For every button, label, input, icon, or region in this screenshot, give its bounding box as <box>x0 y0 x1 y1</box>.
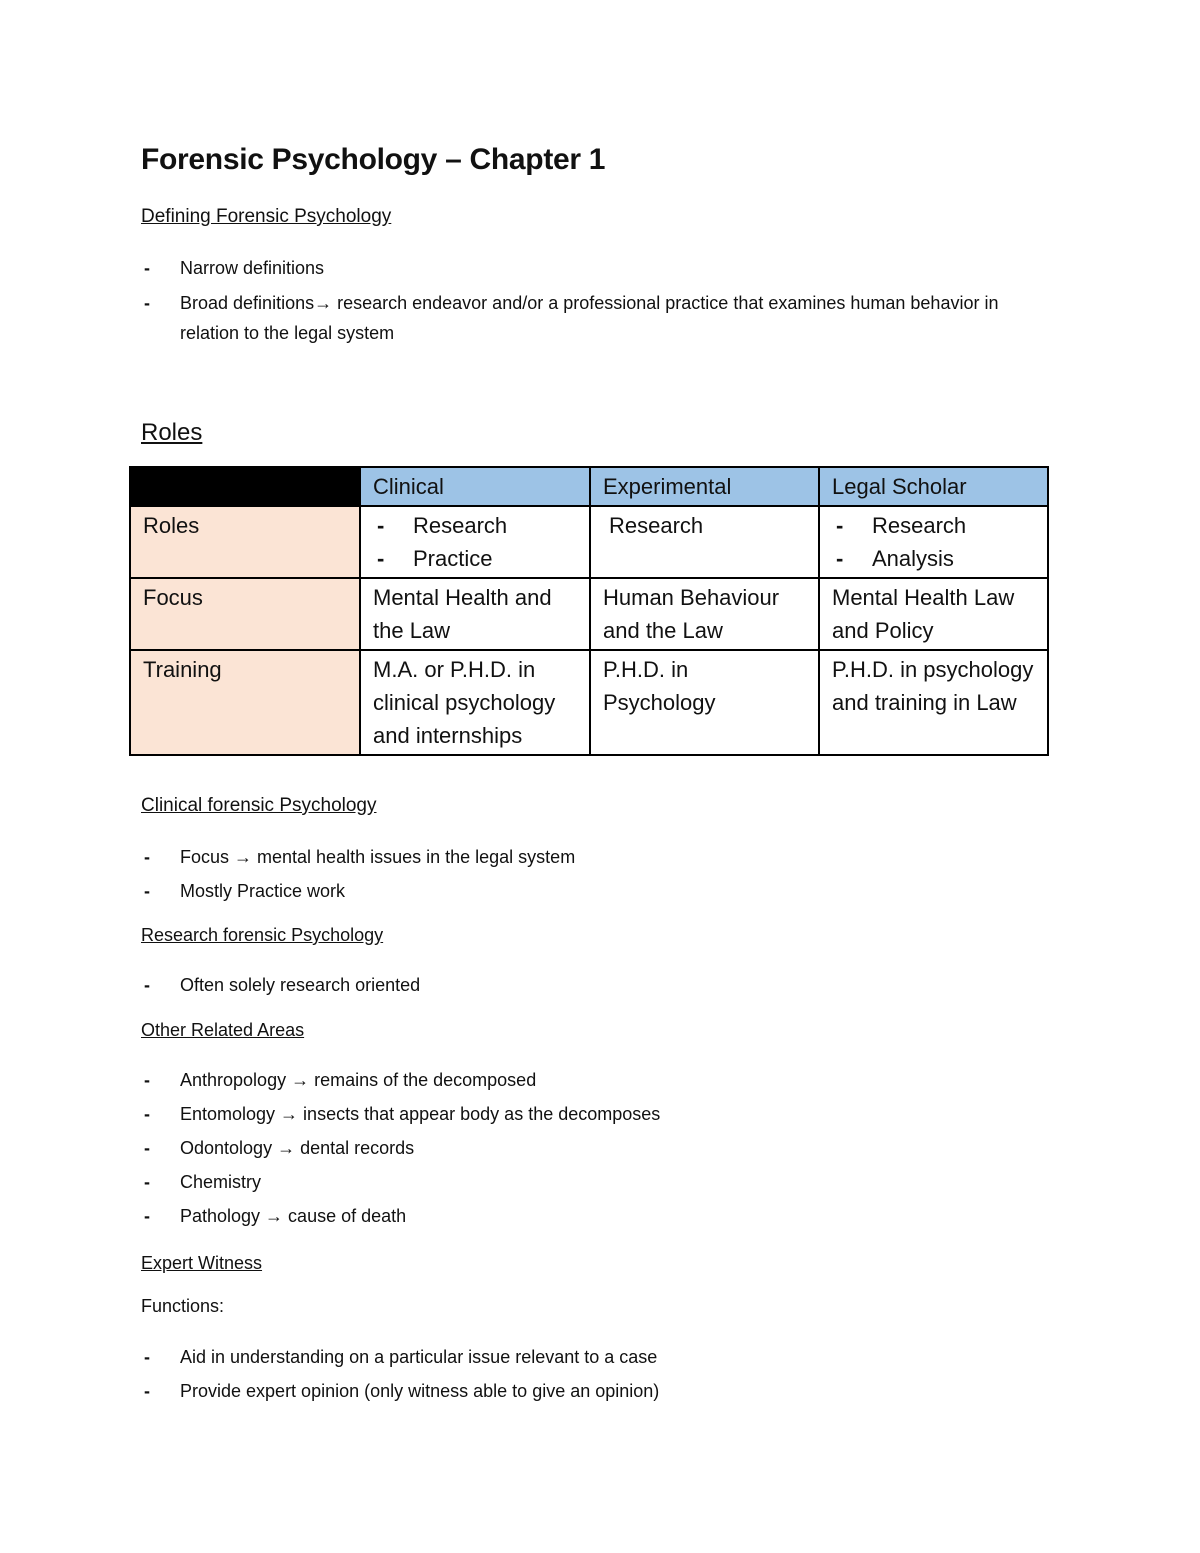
section-heading-research-forensic: Research forensic Psychology <box>141 925 384 945</box>
list-item: - Broad definitions→ research endeavor and/or a professional practice that examines human behavior in relation to the legal system <box>141 288 1021 348</box>
section-heading-defining: Defining Forensic Psychology <box>141 206 392 227</box>
table-cell: P.H.D. in Psychology <box>590 650 819 755</box>
cell-list-item: - Research <box>836 513 967 538</box>
dash-bullet: - <box>144 975 150 995</box>
table-cell: Research <box>590 506 819 578</box>
table-row <box>130 578 1048 650</box>
list-item: - Aid in understanding on a particular issue relevant to a case <box>141 1340 1021 1374</box>
table-cell: Human Behaviour and the Law <box>590 578 819 650</box>
table-row <box>130 650 1048 755</box>
row-header-roles: Roles <box>130 506 360 578</box>
other-areas-list <box>141 1063 1021 1233</box>
column-header-experimental: Experimental <box>590 467 819 506</box>
table-cell: M.A. or P.H.D. in clinical psychology and internships <box>360 650 590 755</box>
defining-list <box>141 253 1021 348</box>
dash-bullet: - <box>144 1206 150 1226</box>
dash-bullet: - <box>144 1138 150 1158</box>
table-cell <box>360 506 590 578</box>
dash-bullet: - <box>144 1104 150 1124</box>
section-heading-other-areas: Other Related Areas <box>141 1020 305 1040</box>
row-header-focus: Focus <box>130 578 360 650</box>
functions-label: Functions: <box>141 1296 225 1316</box>
table-row <box>130 506 1048 578</box>
dash-bullet: - <box>144 1070 150 1090</box>
cell-list-item: - Research <box>377 513 508 538</box>
table-cell <box>819 506 1048 578</box>
cell-list-item: - Practice <box>377 546 493 571</box>
column-header-legal-scholar: Legal Scholar <box>819 467 1048 506</box>
table-cell: Mental Health Law and Policy <box>819 578 1048 650</box>
dash-bullet: - <box>144 258 150 278</box>
table-cell: Mental Health and the Law <box>360 578 590 650</box>
page-title: Forensic Psychology – Chapter 1 <box>141 143 606 176</box>
dash-bullet: - <box>144 847 150 867</box>
row-header-training: Training <box>130 650 360 755</box>
list-item: - Provide expert opinion (only witness able to give an opinion) <box>141 1374 1021 1408</box>
research-forensic-list <box>141 968 1021 1002</box>
list-item: - Anthropology → remains of the decomposed <box>141 1063 1021 1097</box>
expert-witness-list <box>141 1340 1021 1408</box>
table-corner-cell <box>130 467 360 506</box>
section-heading-clinical-forensic: Clinical forensic Psychology <box>141 795 377 816</box>
roles-table <box>129 466 1049 756</box>
list-item: - Focus → mental health issues in the legal system <box>141 840 1021 874</box>
list-item: - Entomology → insects that appear body as the decomposes <box>141 1097 1021 1131</box>
dash-bullet: - <box>144 1347 150 1367</box>
list-item: - Odontology → dental records <box>141 1131 1021 1165</box>
dash-bullet: - <box>144 1381 150 1401</box>
list-item: - Pathology → cause of death <box>141 1199 1021 1233</box>
section-heading-expert-witness: Expert Witness <box>141 1253 263 1273</box>
table-header-row <box>130 467 1048 506</box>
list-item: - Often solely research oriented <box>141 968 1021 1002</box>
dash-bullet: - <box>144 881 150 901</box>
cell-list-item: - Analysis <box>836 546 954 571</box>
column-header-clinical: Clinical <box>360 467 590 506</box>
list-item: - Mostly Practice work <box>141 874 1021 908</box>
list-item: - Chemistry <box>141 1165 1021 1199</box>
table-cell: P.H.D. in psychology and training in Law <box>819 650 1048 755</box>
dash-bullet: - <box>144 293 150 313</box>
clinical-forensic-list <box>141 840 1021 908</box>
list-item: - Narrow definitions <box>141 253 1021 283</box>
section-heading-roles: Roles <box>141 419 203 446</box>
dash-bullet: - <box>144 1172 150 1192</box>
